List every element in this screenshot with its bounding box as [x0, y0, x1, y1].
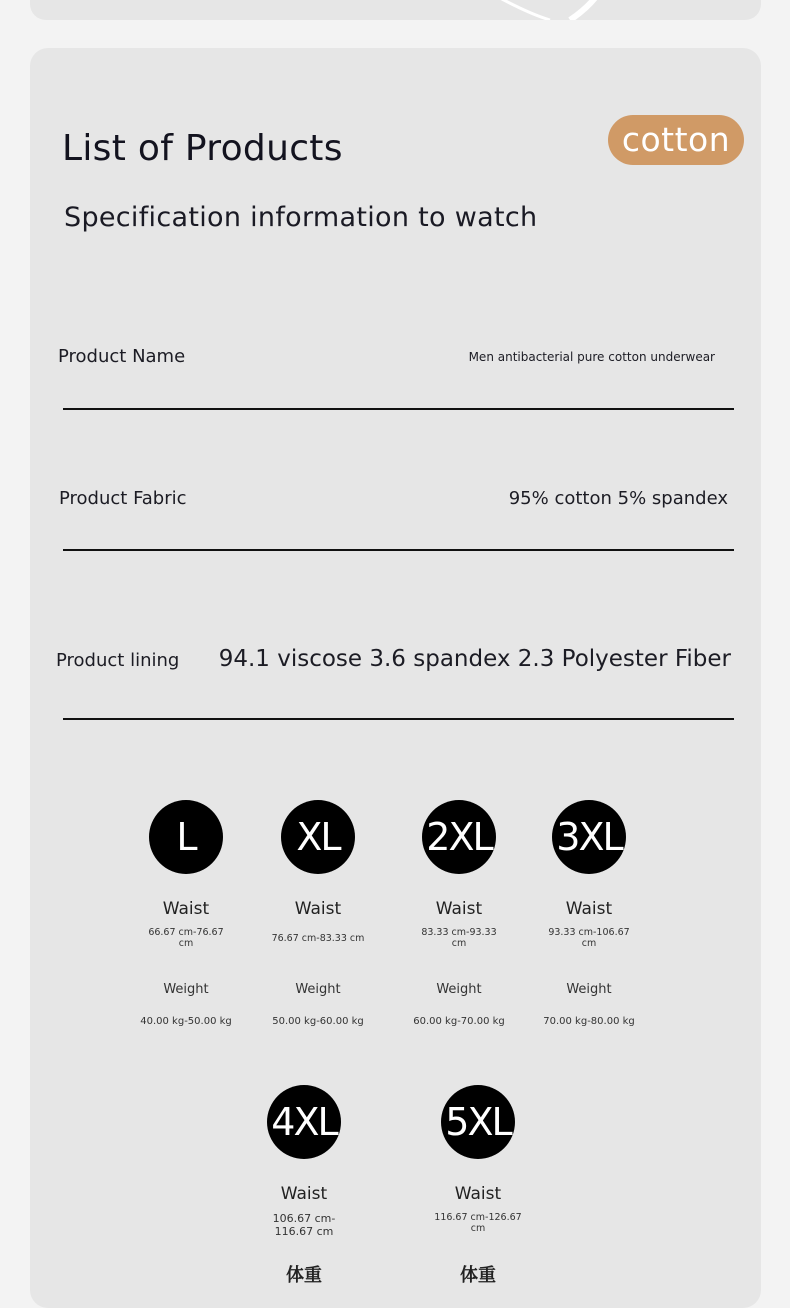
size-badge: 4XL: [267, 1085, 341, 1159]
size-column-4xl: [239, 1085, 369, 1286]
spec-label-product-lining: Product lining: [56, 650, 180, 671]
page-subtitle: Specification information to watch: [64, 202, 538, 233]
waist-value: 83.33 cm-93.33 cm: [421, 927, 497, 949]
weight-value: 40.00 kg-50.00 kg: [140, 1016, 232, 1027]
size-column-2xl: [394, 800, 524, 1027]
product-spec-card: [30, 48, 761, 1308]
waist-value: 76.67 cm-83.33 cm: [271, 933, 365, 944]
previous-card-fragment: [30, 0, 761, 20]
spec-value-product-fabric: 95% cotton 5% spandex: [508, 488, 728, 509]
size-badge: 2XL: [422, 800, 496, 874]
material-badge: cotton: [608, 115, 744, 165]
size-column-l: [121, 800, 251, 1027]
weight-value: 60.00 kg-70.00 kg: [413, 1016, 505, 1027]
waist-value: 93.33 cm-106.67 cm: [548, 927, 630, 949]
size-column-xl: [253, 800, 383, 1027]
weight-value: 70.00 kg-80.00 kg: [543, 1016, 635, 1027]
decorative-curve-graphic: [30, 0, 761, 20]
weight-label: Weight: [436, 982, 482, 997]
weight-label: Weight: [295, 982, 341, 997]
weight-label: Weight: [163, 982, 209, 997]
divider: [63, 718, 734, 720]
weight-value: 50.00 kg-60.00 kg: [272, 1016, 364, 1027]
spec-label-product-name: Product Name: [58, 346, 186, 367]
waist-label: Waist: [162, 899, 210, 919]
waist-label: Waist: [454, 1184, 502, 1204]
weight-label: 体重: [286, 1265, 322, 1286]
waist-label: Waist: [565, 899, 613, 919]
size-badge: 3XL: [552, 800, 626, 874]
weight-label: Weight: [566, 982, 612, 997]
waist-value: 66.67 cm-76.67 cm: [148, 927, 224, 949]
size-badge: XL: [281, 800, 355, 874]
waist-label: Waist: [435, 899, 483, 919]
waist-label: Waist: [280, 1184, 328, 1204]
size-column-3xl: [524, 800, 654, 1027]
size-badge: L: [149, 800, 223, 874]
weight-label: 体重: [460, 1265, 496, 1286]
page-title: List of Products: [62, 128, 343, 169]
waist-label: Waist: [294, 899, 342, 919]
divider: [63, 408, 734, 410]
spec-value-product-name: Men antibacterial pure cotton underwear: [468, 350, 715, 364]
waist-value: 116.67 cm-126.67 cm: [434, 1212, 522, 1234]
size-badge: 5XL: [441, 1085, 515, 1159]
spec-value-product-lining: 94.1 viscose 3.6 spandex 2.3 Polyester Fiber: [218, 646, 731, 672]
size-column-5xl: [413, 1085, 543, 1286]
waist-value: 106.67 cm-116.67 cm: [272, 1212, 336, 1238]
spec-label-product-fabric: Product Fabric: [59, 488, 187, 509]
divider: [63, 549, 734, 551]
